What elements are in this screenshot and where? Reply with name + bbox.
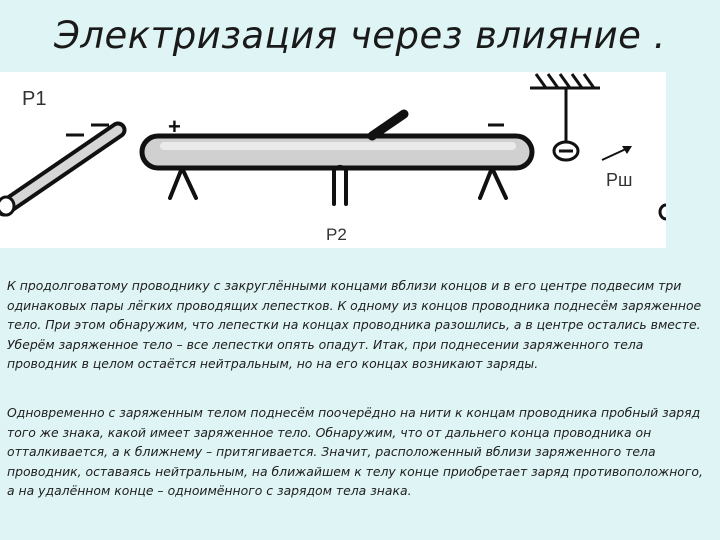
leaves-left [170,168,196,198]
plus-sign: + [168,114,181,139]
conductor-diagram-svg [0,72,666,248]
repulsion-arrow [602,146,632,160]
label-p2: P2 [326,225,347,244]
slide-title: Электризация через влияние . [54,14,666,57]
leaves-center [334,167,346,204]
ceiling-mount [530,74,600,88]
rod-handle [372,114,404,136]
conductor-rod [142,136,532,168]
label-p1: P1 [22,88,47,110]
leaves-right [480,168,506,198]
description-paragraph-2: Одновременно с заряженным телом поднесём поочерёдно на нити к концам проводника пробный заряд того же знака, какой имеет заряженное тело. Обнаружим, что от дальнего конца проводника он отталкивается, а к ближнему – притягивается. Значит, расположенный вблизи заряженного тела проводник, оставаясь нейтральным, на ближайшем к телу конце приобретает заряд противоположного, а на удалённом конце – одноимённого с зарядом тела знака. [7,405,703,499]
label-psh: Рш [606,170,633,190]
conductor-diagram [0,72,666,248]
edge-ball [660,205,666,219]
description-paragraph-1: К продолговатому проводнику с закруглёнными концами вблизи концов и в его центре подвесим три одинаковых пары лёгких проводящих лепестков. К одному из концов проводника поднесём заряженное тело. При этом обнаружим, что лепестки на концах проводника разошлись, а в центре остались вместе. Уберём заряженное тело – все лепестки опять опадут. Итак, при поднесении заряженного тела проводник в целом остаётся нейтральным, но на его концах возникают заряды. [7,278,702,372]
charged-body-p1 [0,130,118,215]
